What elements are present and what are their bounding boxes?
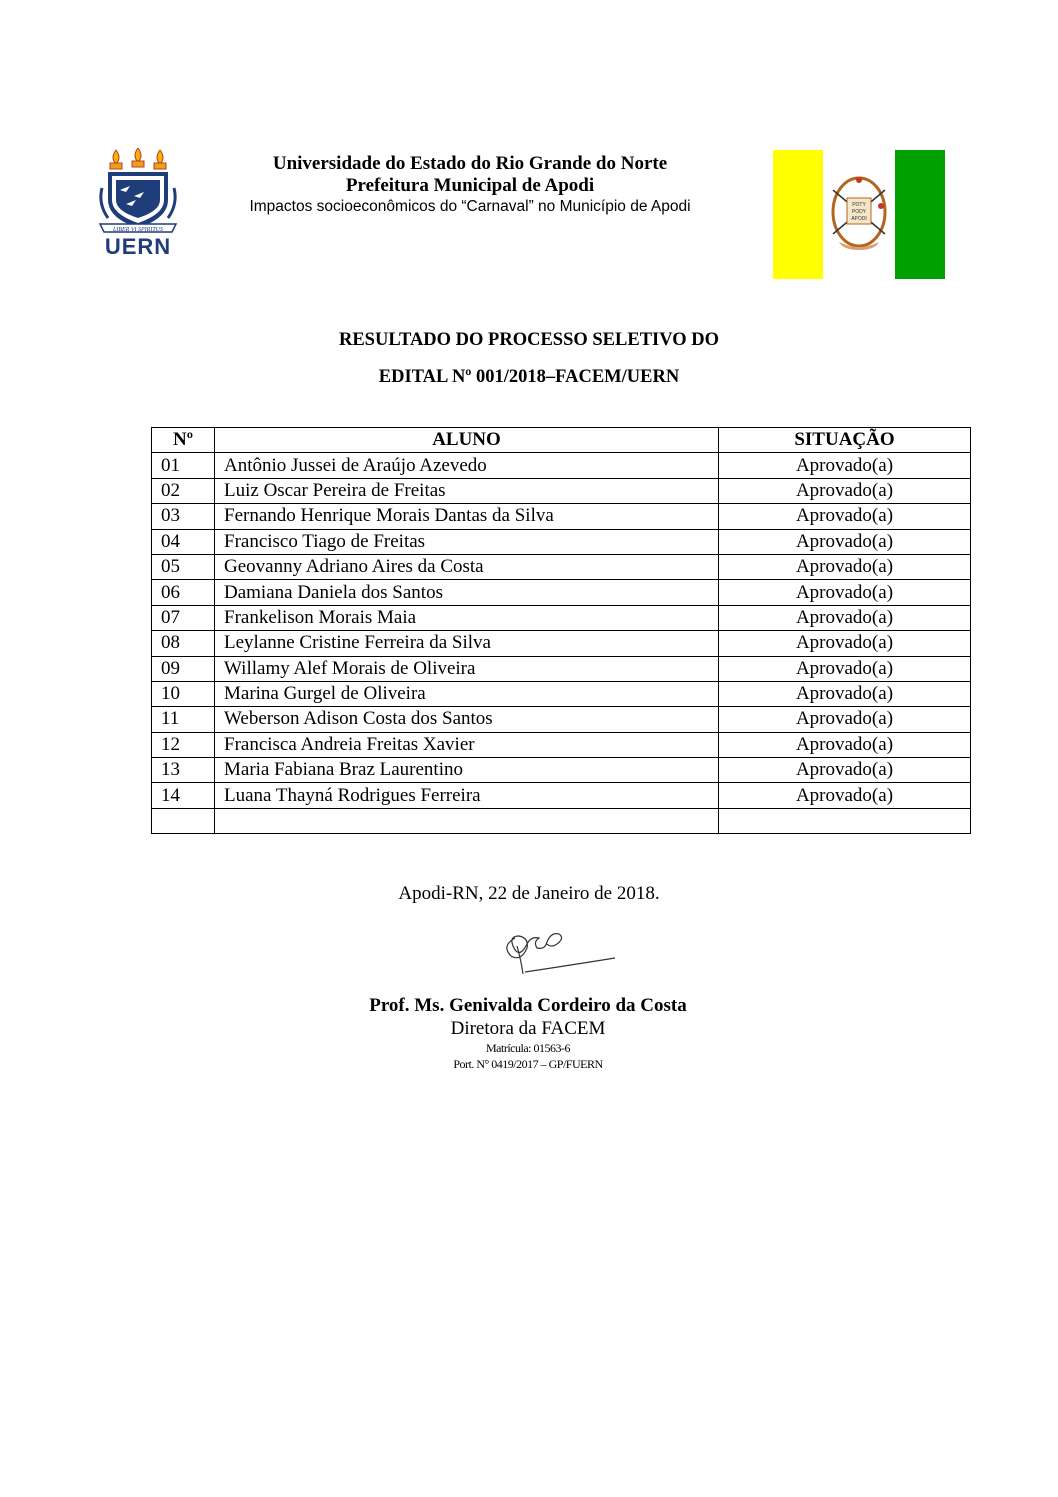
handwritten-signature-icon	[495, 918, 620, 978]
document-title-line2: EDITAL Nº 001/2018–FACEM/UERN	[378, 367, 680, 387]
table-row	[152, 453, 971, 478]
column-header-number: Nº	[152, 428, 215, 453]
letterhead	[200, 152, 740, 217]
student-name-cell: Damiana Daniela dos Santos	[215, 580, 719, 605]
row-number-cell: 11	[152, 707, 215, 732]
status-cell: Aprovado(a)	[719, 478, 971, 503]
university-name: Universidade do Estado do Rio Grande do Norte	[272, 153, 668, 174]
student-name-cell: Luiz Oscar Pereira de Freitas	[215, 478, 719, 503]
status-cell	[719, 808, 971, 833]
row-number-cell: 09	[152, 656, 215, 681]
row-number-cell: 05	[152, 554, 215, 579]
student-name-cell: Weberson Adison Costa dos Santos	[215, 707, 719, 732]
signatory-registration: Matrícula: 01563-6	[486, 1041, 570, 1055]
student-name-cell: Willamy Alef Morais de Oliveira	[215, 656, 719, 681]
student-name-cell: Fernando Henrique Morais Dantas da Silva	[215, 504, 719, 529]
project-name: Impactos socioeconômicos do “Carnaval” no Município de Apodi	[249, 198, 691, 215]
table-row	[152, 580, 971, 605]
status-cell: Aprovado(a)	[719, 783, 971, 808]
table-row	[152, 783, 971, 808]
signatory-ordinance: Port. N° 0419/2017 – GP/FUERN	[453, 1057, 603, 1071]
row-number-cell	[152, 808, 215, 833]
table-row	[152, 656, 971, 681]
row-number-cell: 06	[152, 580, 215, 605]
row-number-cell: 08	[152, 631, 215, 656]
status-cell: Aprovado(a)	[719, 656, 971, 681]
student-name-cell: Leylanne Cristine Ferreira da Silva	[215, 631, 719, 656]
uern-logo	[94, 148, 182, 260]
uern-logo-text: UERN	[104, 234, 172, 259]
signatory-role: Diretora da FACEM	[450, 1018, 606, 1039]
row-number-cell: 07	[152, 605, 215, 630]
row-number-cell: 14	[152, 783, 215, 808]
student-name-cell: Geovanny Adriano Aires da Costa	[215, 554, 719, 579]
status-cell: Aprovado(a)	[719, 580, 971, 605]
column-header-status: SITUAÇÃO	[719, 428, 971, 453]
signatory-name: Prof. Ms. Genivalda Cordeiro da Costa	[369, 995, 687, 1016]
status-cell: Aprovado(a)	[719, 631, 971, 656]
row-number-cell: 03	[152, 504, 215, 529]
row-number-cell: 01	[152, 453, 215, 478]
row-number-cell: 12	[152, 732, 215, 757]
apodi-flag-icon	[773, 150, 945, 279]
table-row	[152, 732, 971, 757]
status-cell: Aprovado(a)	[719, 453, 971, 478]
status-cell: Aprovado(a)	[719, 681, 971, 706]
row-number-cell: 04	[152, 529, 215, 554]
row-number-cell: 02	[152, 478, 215, 503]
status-cell: Aprovado(a)	[719, 529, 971, 554]
student-name-cell: Frankelison Morais Maia	[215, 605, 719, 630]
status-cell: Aprovado(a)	[719, 732, 971, 757]
svg-text:LIBER VI SPIRITUS: LIBER VI SPIRITUS	[113, 227, 163, 233]
student-name-cell: Francisca Andreia Freitas Xavier	[215, 732, 719, 757]
student-name-cell: Antônio Jussei de Araújo Azevedo	[215, 453, 719, 478]
table-row	[152, 681, 971, 706]
table-row	[152, 504, 971, 529]
table-row	[152, 529, 971, 554]
column-header-student: ALUNO	[215, 428, 719, 453]
student-name-cell: Maria Fabiana Braz Laurentino	[215, 758, 719, 783]
status-cell: Aprovado(a)	[719, 605, 971, 630]
table-row	[152, 808, 971, 833]
table-row	[152, 758, 971, 783]
document-title-line1: RESULTADO DO PROCESSO SELETIVO DO	[338, 330, 719, 350]
student-name-cell: Francisco Tiago de Freitas	[215, 529, 719, 554]
row-number-cell: 10	[152, 681, 215, 706]
row-number-cell: 13	[152, 758, 215, 783]
prefecture-name: Prefeitura Municipal de Apodi	[345, 175, 595, 196]
results-table	[151, 427, 971, 834]
table-row	[152, 631, 971, 656]
student-name-cell: Luana Thayná Rodrigues Ferreira	[215, 783, 719, 808]
table-header-row	[152, 428, 971, 453]
status-cell: Aprovado(a)	[719, 554, 971, 579]
student-name-cell: Marina Gurgel de Oliveira	[215, 681, 719, 706]
signature-block	[228, 994, 828, 1072]
place-and-date: Apodi-RN, 22 de Janeiro de 2018.	[398, 883, 660, 904]
student-name-cell	[215, 808, 719, 833]
svg-text:PODY: PODY	[851, 209, 867, 215]
status-cell: Aprovado(a)	[719, 504, 971, 529]
table-row	[152, 707, 971, 732]
results-table-body	[152, 453, 971, 834]
status-cell: Aprovado(a)	[719, 707, 971, 732]
uern-crest-icon	[94, 148, 182, 238]
table-row	[152, 478, 971, 503]
svg-text:POTY: POTY	[852, 202, 866, 208]
status-cell: Aprovado(a)	[719, 758, 971, 783]
table-row	[152, 605, 971, 630]
table-row	[152, 554, 971, 579]
svg-text:APODI: APODI	[851, 216, 867, 222]
